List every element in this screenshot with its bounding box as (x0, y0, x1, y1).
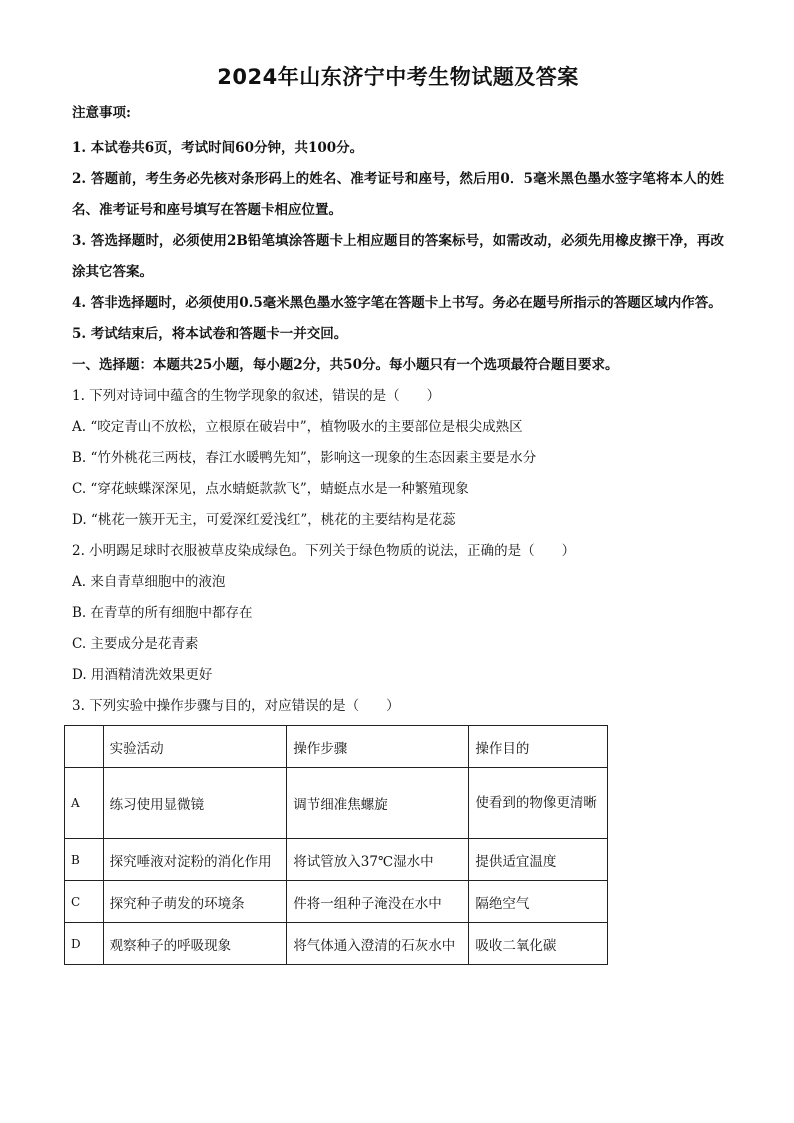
table-header-cell: 操作目的 (469, 726, 608, 768)
table-cell: 探究种子萌发的环境条 (103, 881, 287, 923)
table-cell (469, 768, 608, 839)
table-cell: 将试管放入37℃湿水中 (287, 839, 469, 881)
question-2-option-c: C. 主要成分是花青素 (72, 636, 199, 652)
table-cell: 观察种子的呼吸现象 (103, 923, 287, 965)
table-header-row (65, 726, 608, 768)
page-title: 2024年山东济宁中考生物试题及答案 (217, 65, 579, 89)
table-row (65, 768, 608, 839)
table-row (65, 923, 608, 965)
table-cell-text: 使看到的物像更清晰 (475, 795, 597, 811)
table-cell: 将气体通入澄清的石灰水中 (287, 923, 469, 965)
question-1-option-a: A. “咬定青山不放松，立根原在破岩中”，植物吸水的主要部位是根尖成熟区 (72, 419, 523, 435)
notice-item-5: 5. 考试结束后，将本试卷和答题卡一并交回。 (72, 326, 348, 342)
table-cell: 吸收二氧化碳 (469, 923, 608, 965)
section-heading: 一、选择题：本题共25小题，每小题2分，共50分。每小题只有一个选项最符合题目要求。 (72, 357, 619, 373)
notice-item-1: 1. 本试卷共6页，考试时间60分钟，共100分。 (72, 140, 364, 156)
notice-item-3: 3. 答选择题时，必须使用2B铅笔填涂答题卡上相应题目的答案标号，如需改动，必须先用橡皮擦干净，再改涂其它答案。 (72, 233, 724, 280)
experiment-table (64, 725, 608, 965)
notice-item-2: 2. 答题前，考生务必先核对条形码上的姓名、准考证号和座号，然后用0．5毫米黑色墨水签字笔将本人的姓名、准考证号和座号填写在答题卡相应位置。 (72, 171, 724, 218)
question-1-stem: 1. 下列对诗词中蕴含的生物学现象的叙述，错误的是（ ） (72, 388, 441, 404)
table-cell-label: B (65, 839, 104, 881)
question-2-option-a: A. 来自青草细胞中的液泡 (72, 574, 226, 590)
table-cell-label: C (65, 881, 104, 923)
table-cell: 探究唾液对淀粉的消化作用 (103, 839, 287, 881)
table-cell-label: A (65, 768, 104, 839)
exam-page (72, 62, 724, 965)
question-3-stem: 3. 下列实验中操作步骤与目的，对应错误的是（ ） (72, 698, 400, 714)
notice-item-4: 4. 答非选择题时，必须使用0.5毫米黑色墨水签字笔在答题卡上书写。务必在题号所指示的答题区域内作答。 (72, 295, 722, 311)
question-2-option-b: B. 在青草的所有细胞中都存在 (72, 605, 253, 621)
table-header-cell: 操作步骤 (287, 726, 469, 768)
table-cell: 件将一组种子淹没在水中 (287, 881, 469, 923)
question-1-option-c: C. “穿花蛱蝶深深见，点水蜻蜓款款飞”，蜻蜓点水是一种繁殖现象 (72, 481, 469, 497)
table-cell: 练习使用显微镜 (103, 768, 287, 839)
table-cell: 调节细准焦螺旋 (287, 768, 469, 839)
table-header-cell: 实验活动 (103, 726, 287, 768)
table-header-cell (65, 726, 104, 768)
notice-heading: 注意事项: (72, 105, 131, 121)
table-cell-label: D (65, 923, 104, 965)
question-1-option-b: B. “竹外桃花三两枝，春江水暖鸭先知”，影响这一现象的生态因素主要是水分 (72, 450, 537, 466)
question-2-option-d: D. 用酒精清洗效果更好 (72, 667, 213, 683)
table-row (65, 881, 608, 923)
table-cell: 提供适宜温度 (469, 839, 608, 881)
question-2-stem: 2. 小明踢足球时衣服被草皮染成绿色。下列关于绿色物质的说法，正确的是（ ） (72, 543, 576, 559)
question-1-option-d: D. “桃花一簇开无主，可爱深红爱浅红”，桃花的主要结构是花蕊 (72, 512, 456, 528)
table-row (65, 839, 608, 881)
table-cell: 隔绝空气 (469, 881, 608, 923)
